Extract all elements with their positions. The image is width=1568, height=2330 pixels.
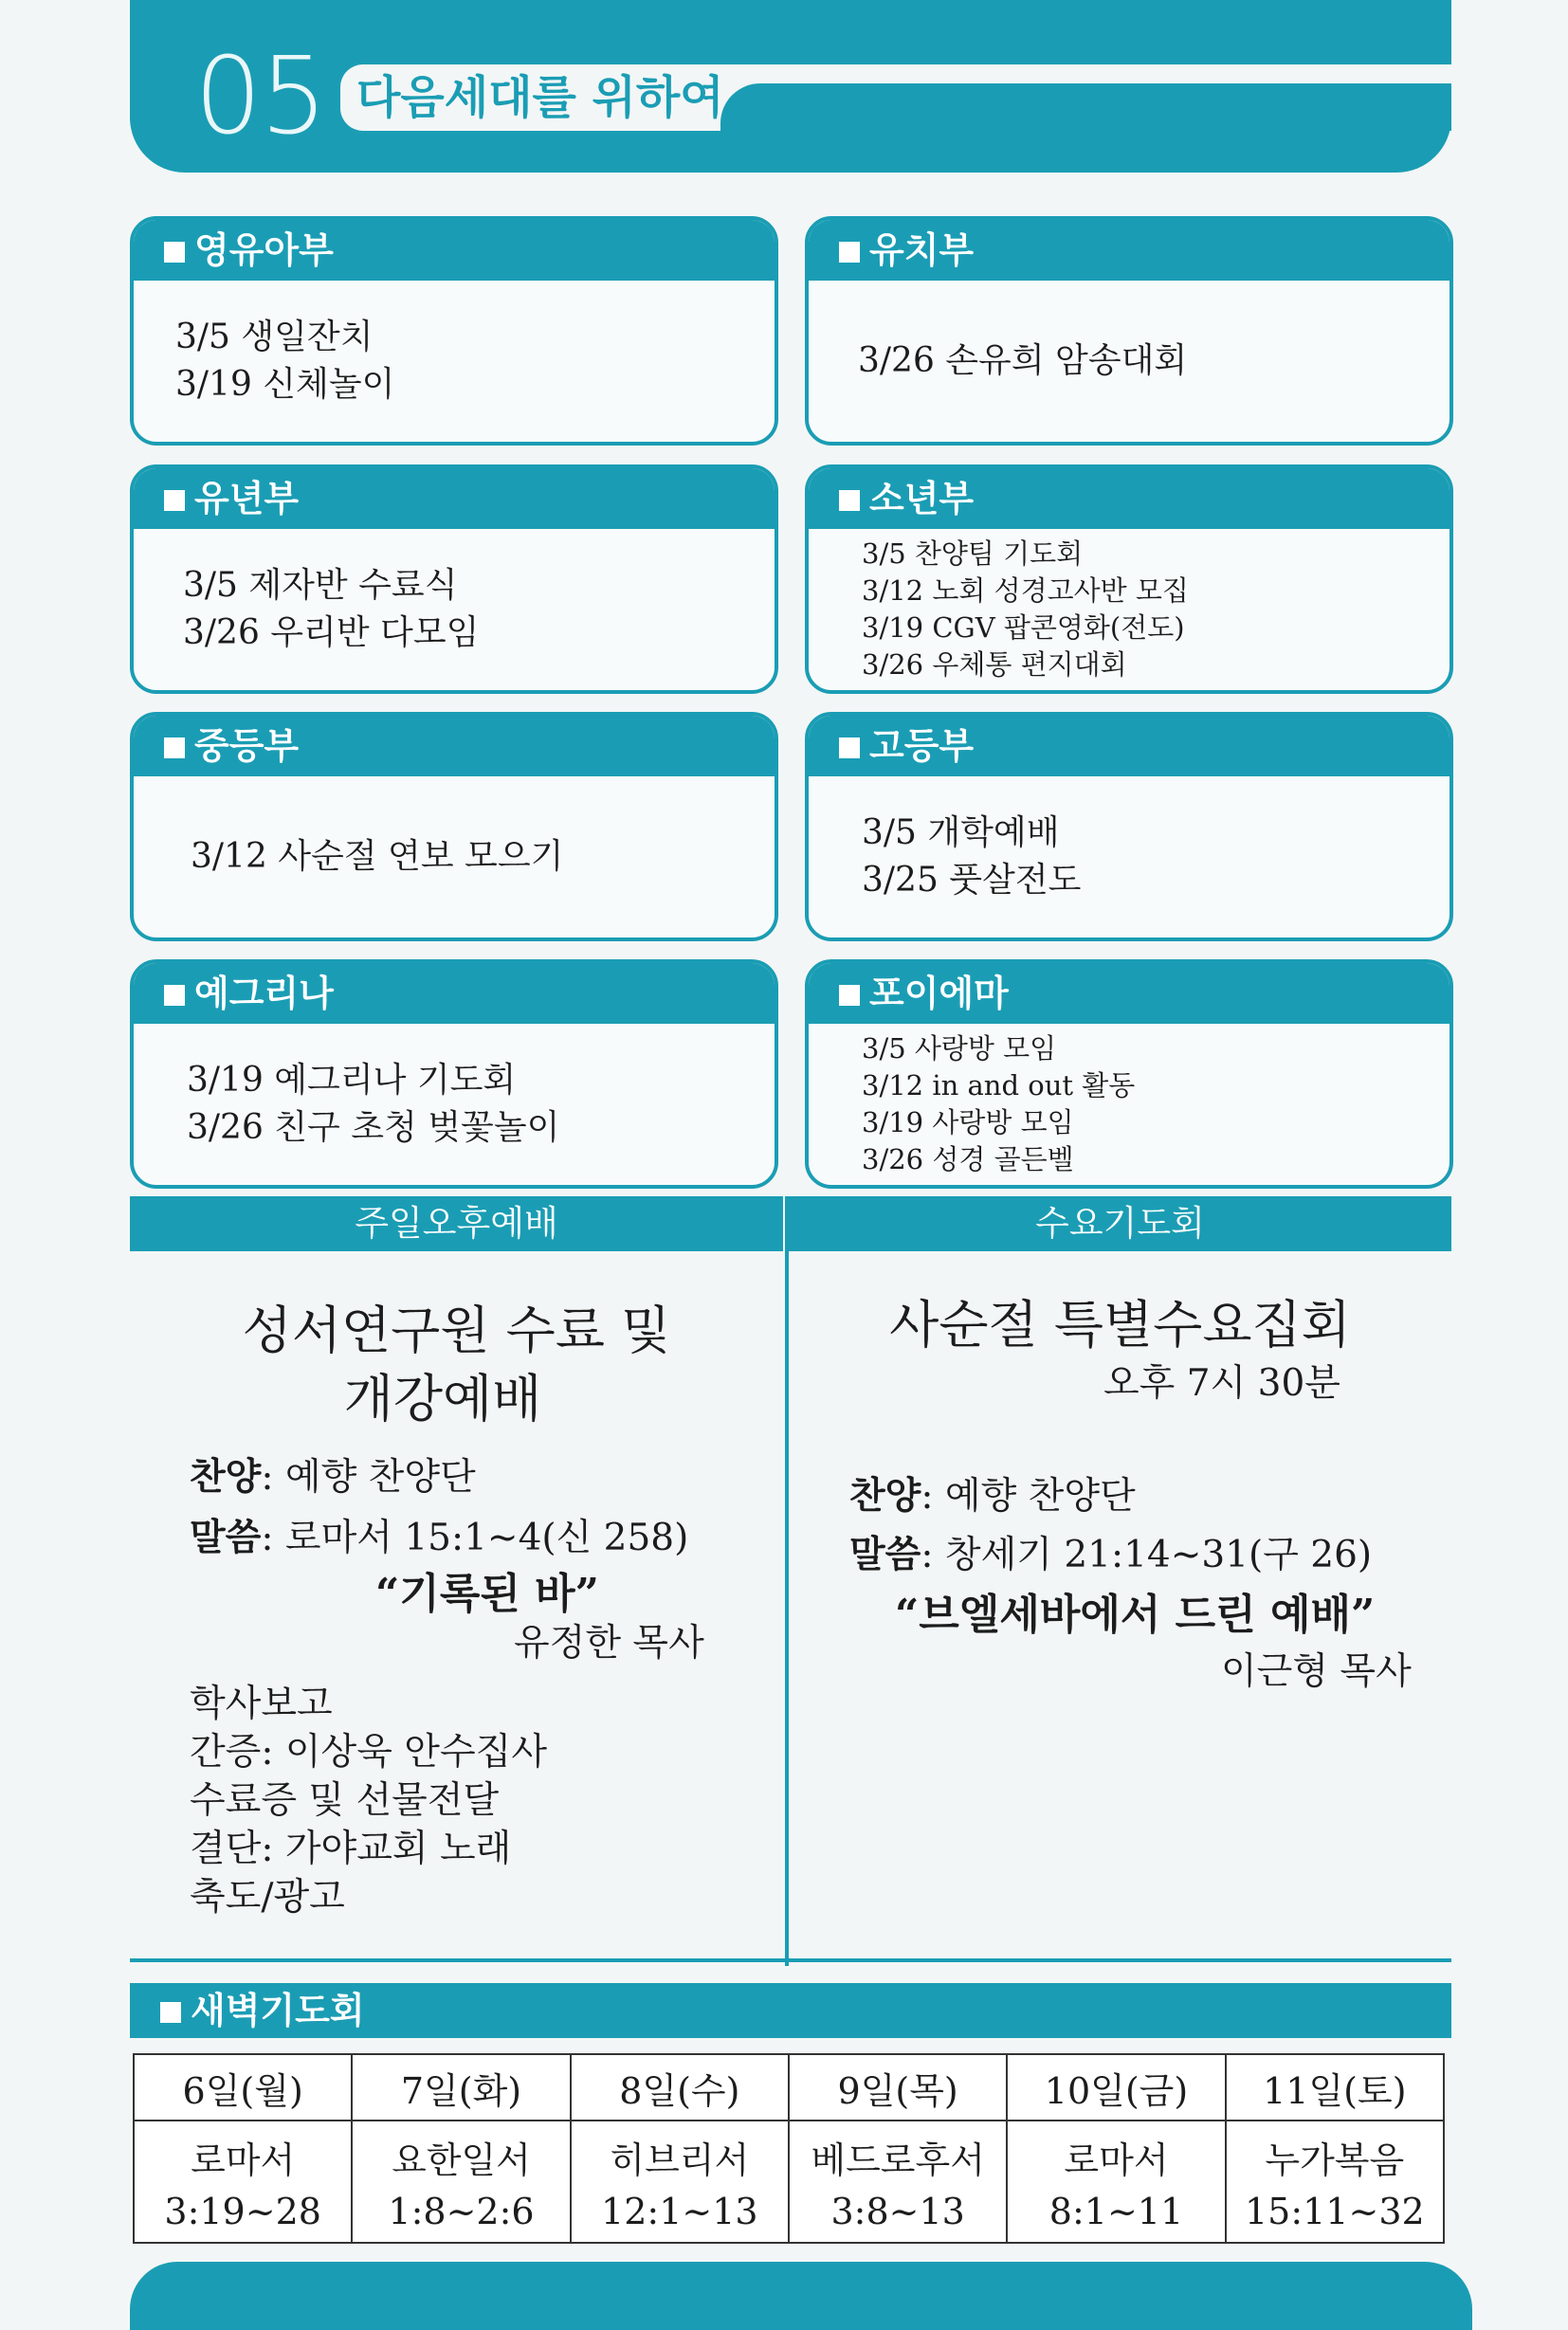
dept-title: 소년부 xyxy=(869,478,975,519)
sunday-sermon-title: “기록된 바” xyxy=(375,1570,599,1618)
book-cell: 누가복음 xyxy=(1226,2121,1444,2191)
wednesday-service-bar: 수요기도회 xyxy=(789,1196,1451,1251)
dept-box-infant xyxy=(130,216,778,446)
book-cell: 로마서 xyxy=(134,2121,352,2191)
dept-item: 3/5 생일잔치 xyxy=(175,318,374,356)
sunday-extra: 수료증 및 선물전달 xyxy=(190,1779,500,1822)
praise-label: 찬양 xyxy=(849,1474,921,1518)
sunday-preacher: 유정한 목사 xyxy=(514,1622,704,1665)
day-cell: 9일(목) xyxy=(789,2054,1007,2121)
sunday-title-line1: 성서연구원 수료 및 xyxy=(242,1301,671,1360)
dawn-prayer-title: 새벽기도회 xyxy=(191,1990,365,2031)
dept-item: 3/5 개학예배 xyxy=(862,813,1060,852)
sunday-extra: 결단: 가야교회 노래 xyxy=(190,1828,512,1870)
dawn-prayer-bar xyxy=(130,1983,1451,2038)
square-bullet-icon xyxy=(839,490,860,511)
sunday-extra: 축도/광고 xyxy=(190,1876,345,1919)
day-cell: 11일(토) xyxy=(1226,2054,1444,2121)
dept-box-yegrina xyxy=(130,959,778,1189)
dept-box-middle-school xyxy=(130,712,778,941)
dept-title: 포이에마 xyxy=(869,973,1009,1014)
dept-box-high-school xyxy=(805,712,1453,941)
day-cell: 10일(금) xyxy=(1007,2054,1225,2121)
dept-title: 중등부 xyxy=(194,725,300,767)
sunday-word xyxy=(190,1513,688,1563)
dept-item: 3/12 in and out 활동 xyxy=(862,1069,1136,1101)
section-title: 다음세대를 위하여 xyxy=(356,71,724,124)
square-bullet-icon xyxy=(839,242,860,263)
sunday-extra: 학사보고 xyxy=(190,1683,333,1725)
word-value: : 로마서 15:1~4(신 258) xyxy=(261,1517,689,1559)
sunday-praise xyxy=(190,1452,476,1502)
dept-item: 3/5 제자반 수료식 xyxy=(183,566,458,605)
dept-item: 3/12 사순절 연보 모으기 xyxy=(191,837,564,876)
ref-cell: 8:1~11 xyxy=(1007,2191,1225,2243)
dept-item: 3/26 친구 초청 벚꽃놀이 xyxy=(187,1108,560,1147)
wednesday-praise xyxy=(849,1471,1136,1521)
dept-box-primary xyxy=(130,464,778,694)
word-label: 말씀 xyxy=(849,1533,921,1576)
dept-title: 예그리나 xyxy=(194,973,334,1014)
square-bullet-icon xyxy=(164,737,185,758)
dept-box-poiema xyxy=(805,959,1453,1189)
square-bullet-icon xyxy=(160,2002,181,2023)
day-cell: 7일(화) xyxy=(352,2054,570,2121)
dept-item: 3/19 사랑방 모임 xyxy=(862,1106,1074,1138)
wednesday-time: 오후 7시 30분 xyxy=(1103,1362,1340,1405)
dept-item: 3/26 우체통 편지대회 xyxy=(862,648,1127,681)
dept-title: 영유아부 xyxy=(194,229,334,271)
table-row xyxy=(134,2191,1444,2243)
square-bullet-icon xyxy=(164,985,185,1006)
dawn-prayer-table xyxy=(133,2053,1445,2244)
dept-item: 3/19 예그리나 기도회 xyxy=(187,1061,517,1100)
sunday-title-line2: 개강예배 xyxy=(343,1369,542,1429)
dept-box-kindergarten xyxy=(805,216,1453,446)
dept-item: 3/19 CGV 팝콘영화(전도) xyxy=(862,611,1185,644)
ref-cell: 3:8~13 xyxy=(789,2191,1007,2243)
header-title-band-cut xyxy=(720,83,1451,131)
dept-item: 3/26 우리반 다모임 xyxy=(183,613,480,652)
footer-band xyxy=(130,2262,1472,2330)
dept-item: 3/26 손유희 암송대회 xyxy=(858,341,1188,380)
word-label: 말씀 xyxy=(190,1516,262,1559)
dept-item: 3/25 풋살전도 xyxy=(862,861,1082,900)
wednesday-title: 사순절 특별수요집회 xyxy=(889,1295,1351,1355)
ref-cell: 15:11~32 xyxy=(1226,2191,1444,2243)
praise-label: 찬양 xyxy=(190,1455,262,1499)
praise-value: : 예향 찬양단 xyxy=(261,1456,476,1499)
wednesday-preacher: 이근형 목사 xyxy=(1221,1650,1412,1693)
dept-item: 3/5 찬양팀 기도회 xyxy=(862,537,1084,570)
dept-item: 3/26 성경 골든벨 xyxy=(862,1143,1074,1175)
sunday-service-bar: 주일오후예배 xyxy=(130,1196,783,1251)
square-bullet-icon xyxy=(164,490,185,511)
section-number: 05 xyxy=(194,35,326,158)
book-cell: 요한일서 xyxy=(352,2121,570,2191)
book-cell: 베드로후서 xyxy=(789,2121,1007,2191)
book-cell: 히브리서 xyxy=(571,2121,789,2191)
table-row xyxy=(134,2054,1444,2121)
dept-item: 3/5 사랑방 모임 xyxy=(862,1032,1057,1065)
dept-box-elementary xyxy=(805,464,1453,694)
dept-title: 유년부 xyxy=(194,478,300,519)
dept-item: 3/12 노회 성경고사반 모집 xyxy=(862,574,1189,607)
table-row xyxy=(134,2121,1444,2191)
sunday-extra: 간증: 이상욱 안수집사 xyxy=(190,1731,547,1774)
day-cell: 8일(수) xyxy=(571,2054,789,2121)
dept-title: 고등부 xyxy=(869,725,975,767)
wednesday-word xyxy=(849,1530,1372,1580)
praise-value: : 예향 찬양단 xyxy=(921,1475,1136,1518)
dept-item: 3/19 신체놀이 xyxy=(175,365,395,404)
day-cell: 6일(월) xyxy=(134,2054,352,2121)
ref-cell: 12:1~13 xyxy=(571,2191,789,2243)
ref-cell: 3:19~28 xyxy=(134,2191,352,2243)
square-bullet-icon xyxy=(164,242,185,263)
dept-title: 유치부 xyxy=(869,229,975,271)
square-bullet-icon xyxy=(839,985,860,1006)
book-cell: 로마서 xyxy=(1007,2121,1225,2191)
wednesday-sermon-title: “브엘세바에서 드린 예배” xyxy=(895,1591,1376,1639)
section-divider-line xyxy=(130,1958,1451,1962)
ref-cell: 1:8~2:6 xyxy=(352,2191,570,2243)
square-bullet-icon xyxy=(839,737,860,758)
word-value: : 창세기 21:14~31(구 26) xyxy=(921,1534,1373,1576)
